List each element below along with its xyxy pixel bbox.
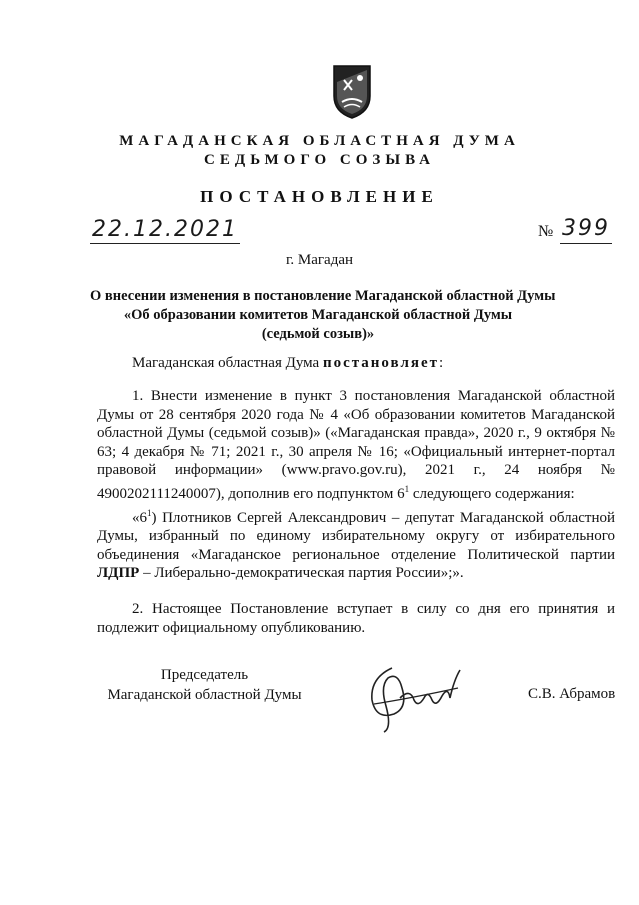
- number-underline: [560, 243, 612, 244]
- preamble: [132, 355, 443, 372]
- superscript: 1: [147, 507, 152, 518]
- paragraph-text: следующего содержания:: [409, 485, 575, 502]
- city: г. Магадан: [285, 252, 354, 268]
- paragraph-2: [97, 504, 615, 583]
- title-line: (седьмой созыв)»: [261, 326, 375, 342]
- paragraph-text: – Либерально-демократическая партия России»;».: [139, 565, 464, 582]
- superscript: 1: [404, 483, 410, 494]
- preamble-text: Магаданская областная Дума: [132, 355, 323, 371]
- regional-emblem-icon: [330, 62, 374, 120]
- preamble-colon: :: [439, 355, 444, 371]
- position-line: Магаданской областной Думы: [107, 687, 302, 703]
- organization-name: МАГАДАНСКАЯ ОБЛАСТНАЯ ДУМА: [119, 133, 520, 149]
- paragraph-3: 2. Настоящее Постановление вступает в силу со дня его принятия и подлежит официальному опубликованию.: [97, 600, 615, 636]
- number-label: №: [538, 223, 554, 240]
- signatory-position: [97, 665, 312, 705]
- document-title: [90, 287, 556, 344]
- title-line: «Об образовании комитетов Магаданской областной Думы: [123, 307, 513, 323]
- party-name: ЛДПР: [97, 565, 140, 582]
- paragraph-text: ) Плотников Сергей Александрович – депутат Магаданской областной Думы, избранный по единому избирательному округу от избирательного объединения «Магаданское региональное отделение Политической партии: [97, 509, 615, 563]
- document-date: 22.12.2021: [92, 217, 238, 242]
- position-line: Председатель: [160, 667, 249, 683]
- document-number: 399: [562, 216, 610, 241]
- paragraph-text: 1. Внести изменение в пункт 3 постановления Магаданской областной Думы от 28 сентября 2020 года № 4 «Об образовании комитетов Магаданской областной Думы (седьмой созыв)» («Магаданская правда», 2020 г., 9 октября № 63; 4 декабря № 71; 2021 г., 30 апреля № 16; «Официальный интернет-портал правовой информации» (www.pravo.gov.ru), 2021 г., 24 ноября № 4900202111240007), дополнив его подпунктом 6: [97, 388, 615, 502]
- document-body: [97, 387, 615, 637]
- handwritten-signature: [362, 658, 472, 734]
- date-underline: [90, 243, 240, 244]
- preamble-verb: постановляет: [322, 355, 440, 371]
- convocation: СЕДЬМОГО СОЗЫВА: [204, 152, 435, 168]
- paragraph-1: [97, 387, 615, 504]
- document-type: ПОСТАНОВЛЕНИЕ: [200, 187, 439, 206]
- paragraph-text: «6: [132, 509, 147, 526]
- title-line: О внесении изменения в постановление Магаданской областной Думы: [90, 288, 556, 304]
- signatory-name: С.В. Абрамов: [528, 686, 616, 702]
